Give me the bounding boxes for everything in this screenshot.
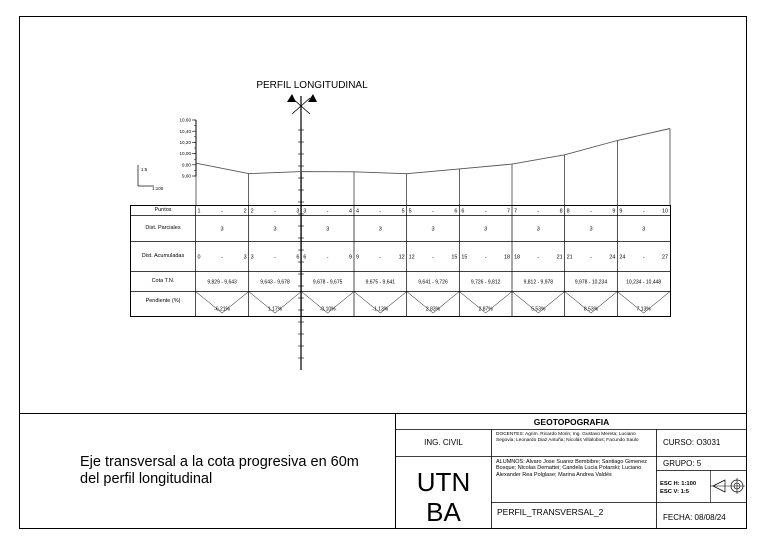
puntos-end: 7	[507, 208, 510, 215]
dist-acum-start: 3	[250, 254, 254, 261]
dist-acum-start: 6	[303, 254, 307, 261]
dist-acum-start: 21	[566, 254, 573, 261]
curso-label: CURSO: O3031	[663, 438, 721, 447]
puntos-start: 6	[461, 208, 465, 215]
puntos-end: 10	[662, 208, 668, 215]
projection-symbol-icon	[710, 478, 745, 494]
dist-acum-sep: -	[537, 254, 540, 261]
dist-acum-sep: -	[432, 254, 434, 261]
puntos-sep: -	[274, 208, 276, 215]
puntos-end: 2	[243, 208, 247, 215]
alumnos-text: ALUMNOS: Alvaro Jose Suarez Bembibre; Santiago Gimenez Bosque; Nicolas Demattei; Candela Lucia Potarski; Luciano Alexander Rea Polglase; Marina Andrea Valdés	[496, 459, 648, 478]
cota-cell: 10,234 - 10,448	[626, 279, 662, 286]
subject-title: GEOTOPOGRAFIA	[533, 417, 610, 427]
puntos-sep: -	[326, 208, 329, 215]
dist-parcial-cell: 3	[431, 226, 435, 233]
dist-parcial-cell: 3	[326, 226, 330, 233]
y-tick-label: 9,80	[182, 162, 191, 168]
dist-acum-start: 0	[197, 254, 201, 261]
university-name: UTN BA	[416, 467, 471, 527]
pendiente-cell: 5.53%	[531, 306, 546, 313]
dist-parcial-cell: 3	[484, 226, 488, 233]
dist-acum-sep: -	[484, 254, 487, 261]
profile-title: PERFIL LONGITUDINAL	[256, 80, 368, 91]
dist-acum-start: 15	[461, 254, 468, 261]
puntos-start: 4	[356, 208, 359, 215]
puntos-sep: -	[537, 208, 540, 215]
pendiente-cell: 1.17%	[267, 306, 283, 313]
dist-acum-end: 9	[349, 254, 352, 261]
puntos-sep: -	[590, 208, 592, 215]
pendiente-cell: 2.87%	[478, 306, 493, 313]
scale-marker-v-label: 1:5	[141, 167, 148, 172]
puntos-sep: -	[432, 208, 434, 215]
dist-acum-sep: -	[590, 254, 592, 261]
pendiente-cell: 8.53%	[583, 306, 599, 313]
docentes-text: DOCENTES: Agrim. Ricardo Morin; Ing. Gustavo Mereta; Luciano Segovia; Leonardo Diaz Antuña; Nicolás Villalobos; Facundo Saulo	[496, 432, 639, 443]
puntos-end: 8	[559, 208, 563, 215]
dist-parcial-cell: 3	[273, 226, 277, 233]
y-tick-label: 10,60	[179, 117, 191, 123]
pendiente-cell: 2.83%	[425, 306, 441, 313]
dist-acum-sep: -	[221, 254, 223, 261]
dist-acum-sep: -	[379, 254, 382, 261]
sheet-name: PERFIL_TRANSVERSAL_2	[497, 507, 604, 517]
y-tick-label: 10,40	[179, 128, 191, 134]
puntos-end: 5	[401, 208, 405, 215]
puntos-sep: -	[484, 208, 487, 215]
puntos-start: 3	[303, 208, 307, 215]
scale-marker-h-label: 1:100	[152, 186, 164, 191]
cota-cell: 9,978 - 10,234	[574, 279, 608, 286]
puntos-start: 5	[408, 208, 412, 215]
row-label-cota: Cota T.N.	[151, 278, 175, 284]
dist-parcial-cell: 3	[536, 226, 540, 233]
row-label-puntos: Puntos	[154, 207, 172, 213]
row-label-dist-acumuladas: Dist. Acumuladas	[141, 253, 185, 259]
dist-acum-end: 12	[398, 254, 405, 261]
dist-parcial-cell: 3	[589, 226, 593, 233]
cota-cell: 9,726 - 9,812	[470, 279, 501, 286]
puntos-end: 9	[612, 208, 616, 215]
puntos-start: 1	[197, 208, 201, 215]
puntos-sep: -	[642, 208, 645, 215]
dist-acum-sep: -	[326, 254, 329, 261]
cota-cell: 9,641 - 9,726	[418, 279, 448, 286]
dist-acum-start: 9	[356, 254, 359, 261]
puntos-sep: -	[379, 208, 382, 215]
fecha-label: FECHA: 08/08/24	[663, 513, 726, 522]
cota-cell: 9,678 - 9,675	[312, 279, 343, 286]
dist-parcial-cell: 3	[378, 226, 382, 233]
dist-acum-end: 6	[296, 254, 300, 261]
dist-parcial-cell: 3	[642, 226, 646, 233]
puntos-start: 8	[566, 208, 570, 215]
pendiente-cell: -1.13%	[372, 306, 389, 313]
puntos-start: 2	[250, 208, 254, 215]
cota-cell: 9,675 - 9,641	[365, 279, 396, 286]
y-tick-label: 10,20	[179, 140, 191, 145]
cota-cell: 9,812 - 9,978	[523, 279, 554, 286]
escala-horizontal: ESC H: 1:100	[660, 481, 697, 487]
dist-acum-start: 18	[514, 254, 520, 261]
drawing-description: Eje transversal a la cota progresiva en 60m del perfil longitudinal	[80, 454, 359, 487]
row-label-dist-parciales: Dist. Parciales	[145, 225, 181, 231]
puntos-sep: -	[221, 208, 223, 215]
dist-acum-sep: -	[274, 254, 276, 261]
career-label: ING. CIVIL	[424, 438, 463, 447]
dist-acum-end: 15	[451, 254, 458, 261]
dist-acum-end: 3	[243, 254, 247, 261]
cota-cell: 9,643 - 9,678	[260, 279, 290, 286]
puntos-end: 6	[454, 208, 458, 215]
dist-acum-end: 27	[662, 254, 668, 261]
cota-cell: 9,829 - 9,643	[207, 279, 237, 286]
escala-vertical: ESC V: 1:5	[660, 489, 689, 495]
row-label-pendiente: Pendiente (%)	[145, 298, 181, 304]
pendiente-cell: 7.13%	[636, 306, 651, 313]
puntos-start: 9	[619, 208, 623, 215]
puntos-start: 7	[514, 208, 517, 215]
puntos-end: 3	[296, 208, 300, 215]
y-tick-label: 9,60	[182, 173, 191, 179]
dist-acum-start: 12	[408, 254, 415, 261]
pendiente-cell: -0.10%	[319, 306, 336, 313]
y-tick-label: 10,00	[179, 151, 191, 157]
dist-parcial-cell: 3	[220, 226, 224, 233]
dist-acum-end: 24	[609, 254, 616, 261]
dist-acum-start: 24	[619, 254, 626, 261]
dist-acum-sep: -	[642, 254, 645, 261]
dist-acum-end: 18	[504, 254, 510, 261]
pendiente-cell: -6.21%	[214, 306, 231, 313]
puntos-end: 4	[349, 208, 352, 215]
dist-acum-end: 21	[556, 254, 563, 261]
grupo-label: GRUPO: 5	[663, 459, 702, 468]
